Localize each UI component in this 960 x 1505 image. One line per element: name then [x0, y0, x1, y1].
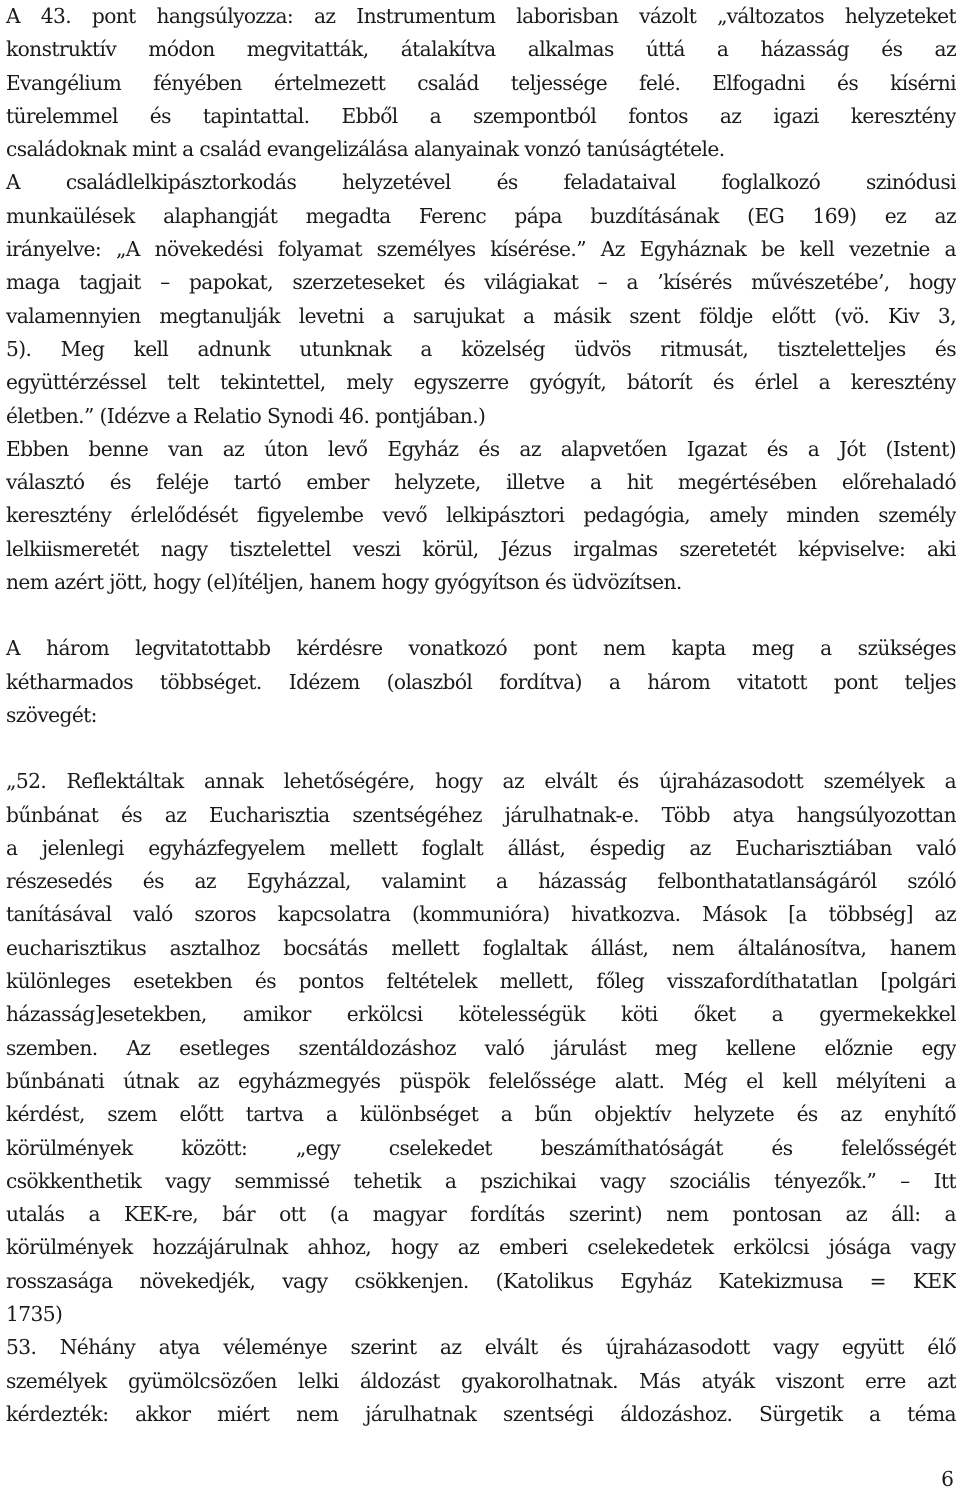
text-line: türelemmel és tapintattal. Ebből a szempontból fontos az igazi keresztény [6, 103, 956, 128]
text-line: maga tagjait – papokat, szerzeteseket és világiakat – a ’kísérés művészetébe’, hogy [6, 270, 956, 295]
text-line: házasság]esetekben, amikor erkölcsi kötelességük köti őket a gyermekekkel [6, 1002, 956, 1027]
text-line: kérdezték: akkor miért nem járulhatnak szentségi áldozáshoz. Sürgetik a téma [6, 1401, 956, 1426]
paragraph-gap [6, 732, 956, 765]
paragraph-quote [6, 765, 956, 1431]
text-line: körülmények hozzájárulnak ahhoz, hogy az emberi cselekedetek erkölcsi jósága vagy [6, 1235, 956, 1260]
text-line: munkaülések alaphangját megadta Ferenc pápa buzdításának (EG 169) ez az [6, 203, 956, 228]
text-line: körülmények között: „egy cselekedet beszámíthatóságát és felelősségét [6, 1135, 956, 1160]
text-line: A 43. pont hangsúlyozza: az Instrumentum laborisban vázolt „változatos helyzeteket [6, 4, 956, 28]
paragraph-gap [6, 599, 956, 632]
text-line: 5). Meg kell adnunk utunknak a közelség üdvös ritmusát, tiszteletteljes és [6, 336, 956, 361]
paragraph-intro [6, 0, 956, 599]
text-line: 1735) [6, 1301, 63, 1326]
text-line: nem azért jött, hogy (el)ítéljen, hanem hogy gyógyítson és üdvözítsen. [6, 570, 682, 595]
text-line: életben.” (Idézve a Relatio Synodi 46. pontjában.) [6, 403, 486, 428]
page-number: 6 [941, 1467, 954, 1491]
text-line: különleges esetekben és pontos feltételek mellett, főleg visszafordíthatatlan [polgári [6, 969, 956, 994]
text-line: csökkenthetik vagy semmissé tehetik a pszichikai vagy szociális tényezők.” – Itt [6, 1168, 956, 1193]
text-line: lelkiismeretét nagy tisztelettel veszi körül, Jézus irgalmas szeretetét képviselve: aki [6, 536, 956, 561]
text-line: 53. Néhány atya véleménye szerint az elvált és újraházasodott vagy együtt élő [6, 1335, 956, 1360]
text-line: bűnbánati útnak az egyházmegyés püspök felelőssége alatt. Még el kell mélyíteni a [6, 1068, 956, 1093]
text-line: valamennyien megtanulják levetni a sarujukat a másik szent földje előtt (vö. Kiv 3, [6, 303, 956, 328]
text-line: irányelve: „A növekedési folyamat személyes kísérése.” Az Egyháznak be kell vezetnie a [6, 237, 956, 262]
text-line: rosszasága növekedjék, vagy csökkenjen. (Katolikus Egyház Katekizmusa = KEK [6, 1268, 956, 1293]
text-line: szövegét: [6, 702, 97, 727]
text-line: tanításával való szoros kapcsolatra (kommunióra) hivatkozva. Mások [a többség] az [6, 902, 956, 927]
text-line: családoknak mint a család evangelizálása alanyainak vonzó tanúságtétele. [6, 137, 725, 162]
text-line: kétharmados többséget. Idézem (olaszból fordítva) a három vitatott pont teljes [6, 669, 956, 694]
text-line: a jelenlegi egyházfegyelem mellett foglalt állást, éspedig az Eucharisztiában való [6, 835, 956, 860]
text-line: Ebben benne van az úton levő Egyház és az alapvetően Igazat és a Jót (Istent) [6, 436, 956, 461]
text-line: együttérzéssel telt tekintettel, mely egyszerre gyógyít, bátorít és érlel a keresztény [6, 370, 956, 395]
text-line: A családlelkipásztorkodás helyzetével és feladataival foglalkozó szinódusi [6, 170, 956, 195]
text-line: konstruktív módon megvitatták, átalakítva alkalmas úttá a házasság és az [6, 37, 956, 62]
text-line: A három legvitatottabb kérdésre vonatkozó pont nem kapta meg a szükséges [6, 636, 956, 661]
text-line: „52. Reflektáltak annak lehetőségére, hogy az elvált és újraházasodott személyek a [6, 769, 956, 794]
text-line: kérdést, szem előtt tartva a különbséget a bűn objektív helyzete és az enyhítő [6, 1102, 956, 1127]
text-line: eucharisztikus asztalhoz bocsátás mellett foglaltak állást, nem általánosítva, hanem [6, 935, 956, 960]
text-line: keresztény érlelődését figyelembe vevő lelkipásztori pedagógia, amely minden személy [6, 503, 956, 528]
text-line: szemben. Az esetleges szentáldozáshoz való járulást meg kellene előznie egy [6, 1035, 956, 1060]
paragraph-disputed-points [6, 632, 956, 732]
text-line: személyek gyümölcsözően lelki áldozást gyakorolhatnak. Más atyák viszont erre azt [6, 1368, 956, 1393]
text-line: részesedés és az Egyházzal, valamint a házasság felbonthatatlanságáról szóló [6, 869, 956, 894]
document-page [6, 0, 956, 1431]
text-line: Evangélium fényében értelmezett család teljessége felé. Elfogadni és kísérni [6, 70, 956, 95]
text-line: bűnbánat és az Eucharisztia szentségéhez járulhatnak-e. Több atya hangsúlyozottan [6, 802, 956, 827]
text-line: választó és feléje tartó ember helyzete, illetve a hit megértésében előrehaladó [6, 470, 956, 495]
text-line: utalás a KEK-re, bár ott (a magyar fordítás szerint) nem pontosan az áll: a [6, 1202, 956, 1227]
